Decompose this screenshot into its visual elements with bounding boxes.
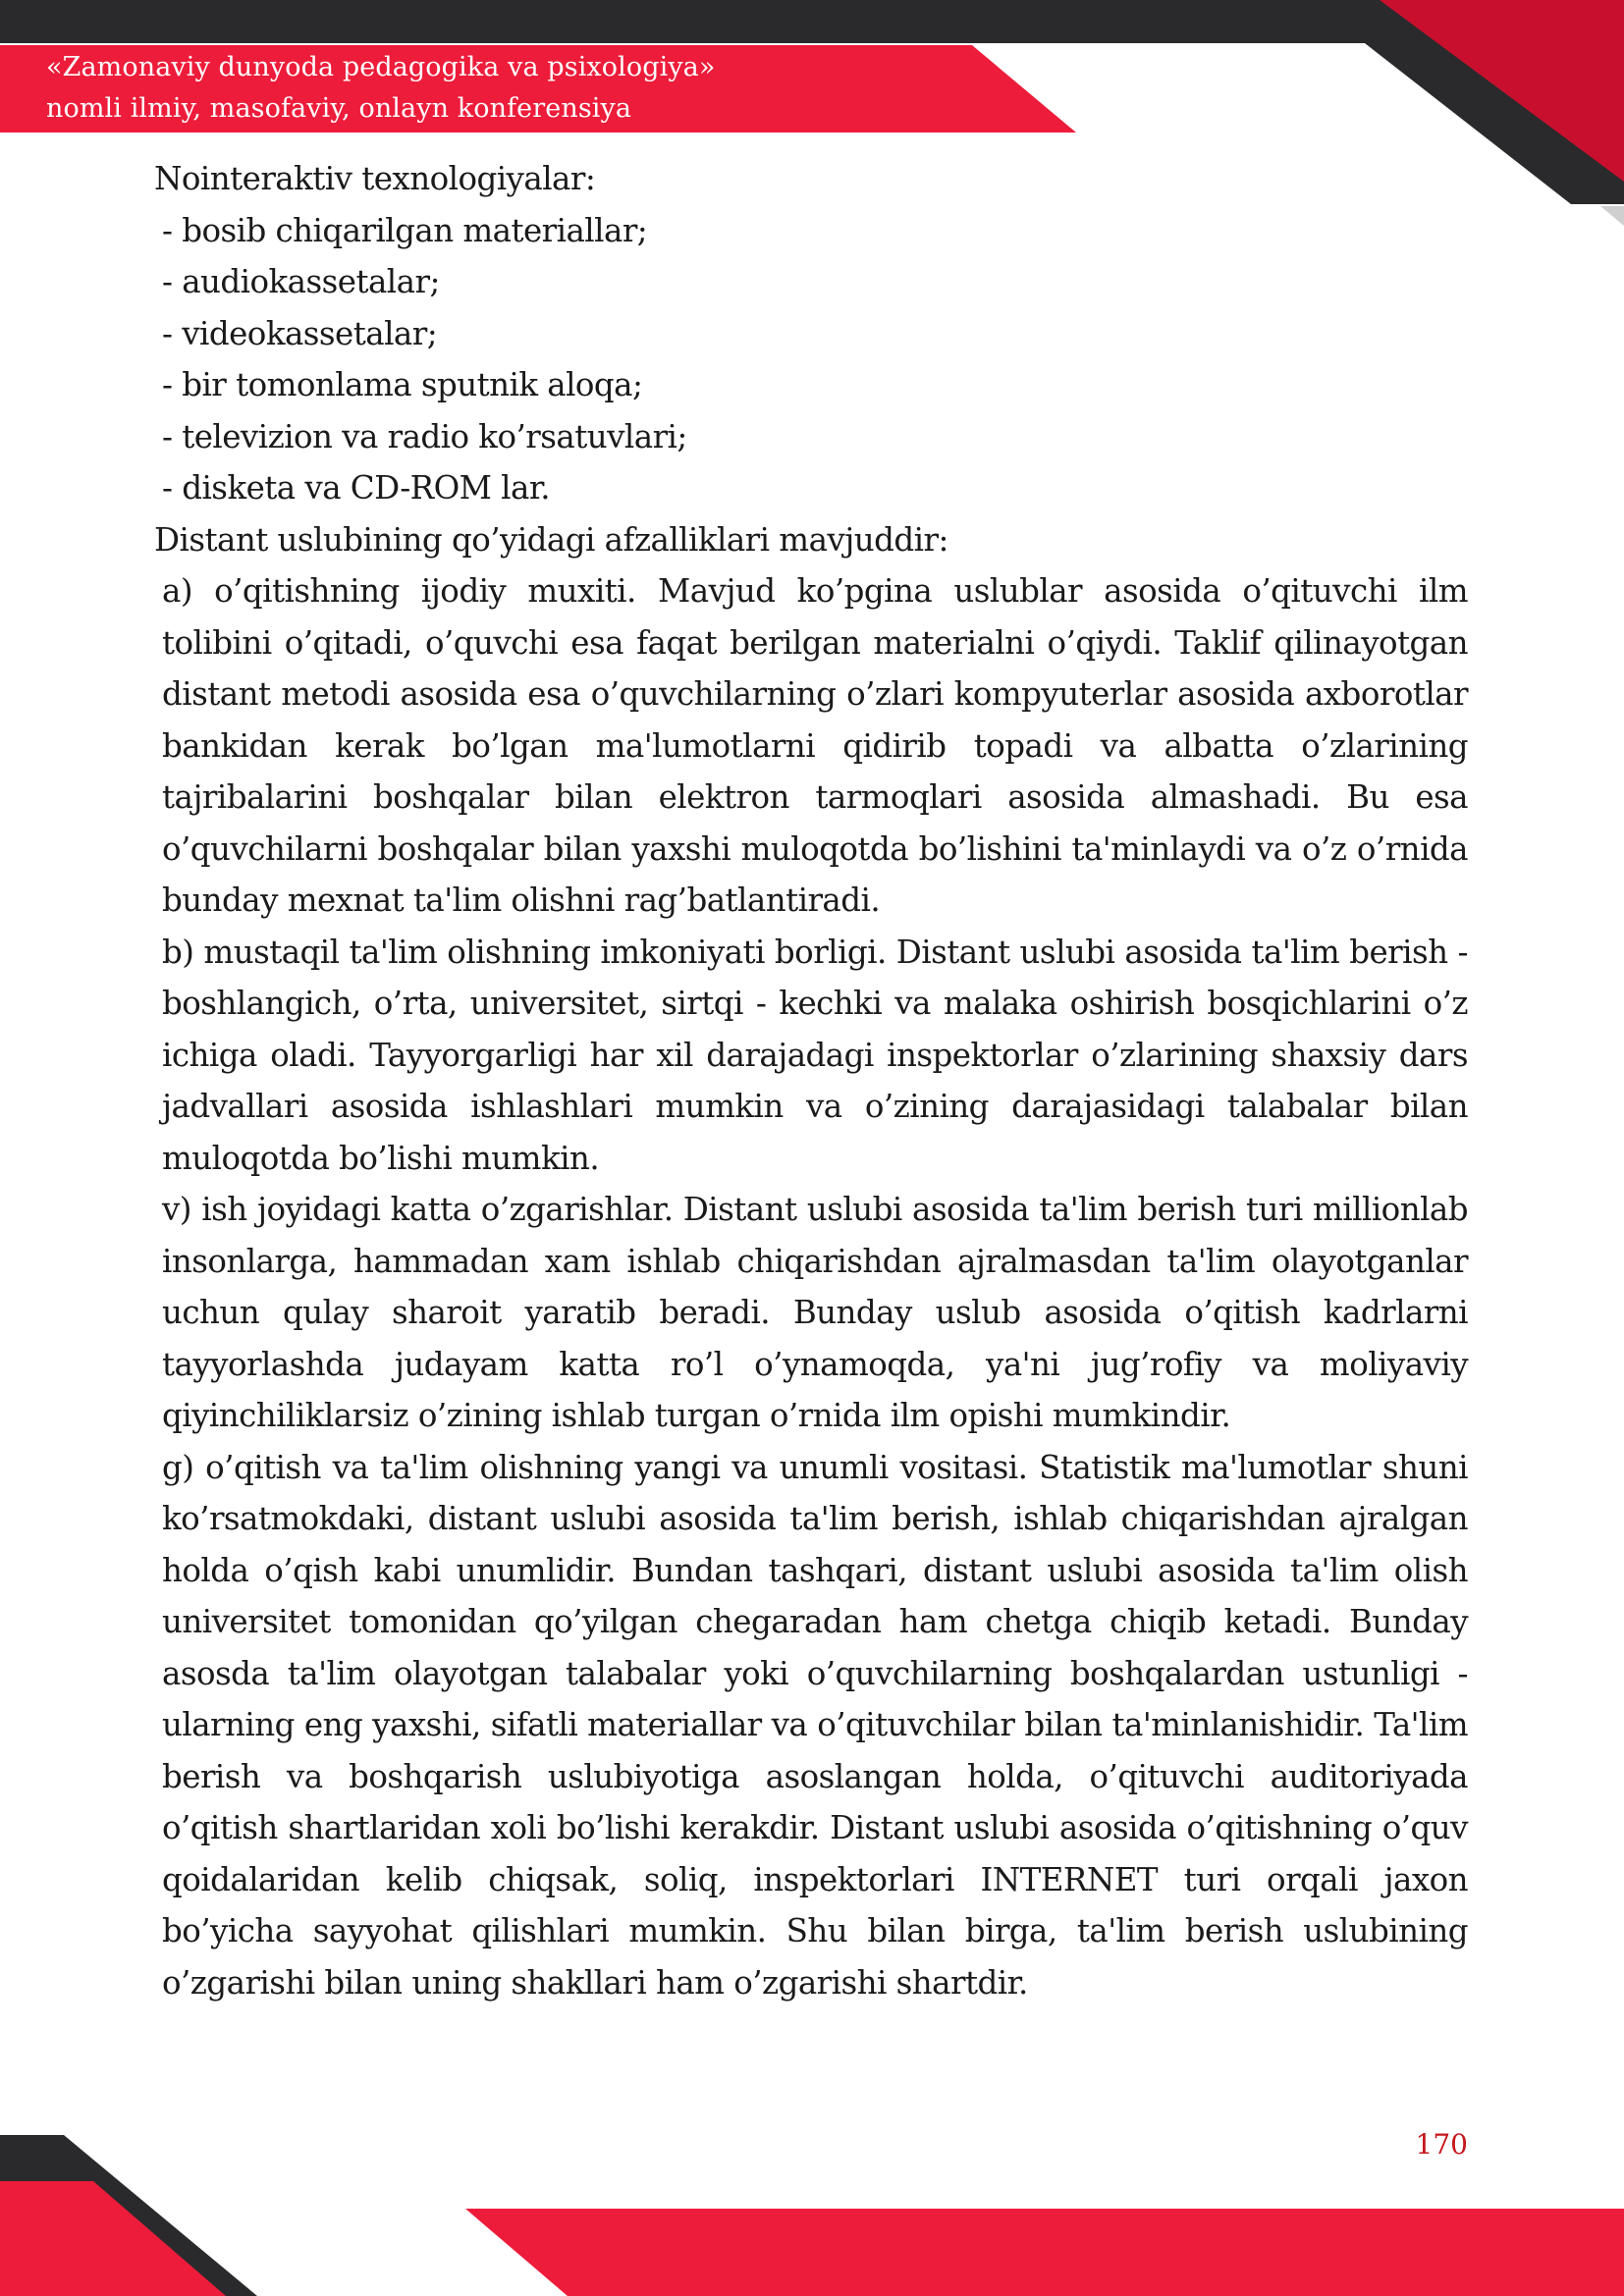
footer-red-bar [465,2209,1624,2296]
list-item: - televizion va radio ko’rsatuvlari; [162,417,687,455]
paragraph-v: v) ish joyidagi katta o’zgarishlar. Distant uslubi asosida ta'lim berish turi millionlab insonlarga, hammadan xam ishlab chiqarishdan ajralmasdan ta'lim olayotganlar uchun qulay sharoit yaratib beradi. Bunday uslub asosida o’qitish kadrlarni tayyorlashda judayam katta ro’l o’ynamoqda, ya'ni jug’rofiy va moliyaviy qiyinchiliklarsiz o’zining ishlab turgan o’rnida ilm opishi mumkindir. [162,1191,1468,1434]
conference-header [46,47,716,130]
article-body [154,153,1468,2008]
list-item: - videokassetalar; [162,314,438,352]
list-item: - bosib chiqarilgan materiallar; [162,211,648,249]
footer-red-band [0,2181,226,2296]
advantages-heading: Distant uslubining qo’yidagi afzalliklari mavjuddir: [154,520,948,559]
paragraph-g: g) o’qitish va ta'lim olishning yangi va unumli vositasi. Statistik ma'lumotlar shuni ko’rsatmokdaki, distant uslubi asosida ta'lim berish, ishlab chiqarishdan ajralgan holda o’qish kabi unumlidir. Bundan tashqari, distant uslubi asosida ta'lim olish universitet tomonidan qo’yilgan chegaradan ham chetga chiqib ketadi. Bunday asosda ta'lim olayotgan talabalar yoki o’quvchilarning boshqalardan ustunligi - ularning eng yaxshi, sifatli materiallar va o’qituvchilar bilan ta'minlanishidir. Ta'lim berish va boshqarish uslubiyotiga asoslangan holda, o’qituvchi auditoriyada o’qitish shartlaridan xoli bo’lishi kerakdir. Distant uslubi asosida o’qitishning o’quv qoidalaridan kelib chiqsak, soliq, inspektorlari INTERNET turi orqali jaxon bo’yicha sayyohat qilishlari mumkin. Shu bilan birga, ta'lim berish uslubining o’zgarishi bilan uning shakllari ham o’zgarishi shartdir. [162,1448,1468,2002]
header-subtitle-line: nomli ilmiy, masofaviy, onlayn konferensiya [46,93,632,124]
page-number: 170 [1415,2128,1468,2161]
list-heading: Nointeraktiv texnologiyalar: [154,160,596,197]
header-title-line: «Zamonaviy dunyoda pedagogika va psixologiya» [46,52,716,82]
list-item: - bir tomonlama sputnik aloqa; [162,366,643,403]
paragraph-a: a) o’qitishning ijodiy muxiti. Mavjud ko’pgina uslublar asosida o’qituvchi ilm tolibini o’qitadi, o’quvchi esa faqat berilgan materialni o’qiydi. Taklif qilinayotgan distant metodi asosida esa o’quvchilarning o’zlari kompyuterlar asosida axborotlar bankidan kerak bo’lgan ma'lumotlarni qidirib topadi va albatta o’zlarining tajribalarini boshqalar bilan elektron tarmoqlari asosida almashadi. Bu esa o’quvchilarni boshqalar bilan yaxshi muloqotda bo’lishini ta'minlaydi va o’z o’rnida bunday mexnat ta'lim olishni rag’batlantiradi. [162,572,1468,919]
header-gray-sliver [1600,206,1624,226]
list-item: - disketa va CD-ROM lar. [162,469,551,507]
paragraph-b: b) mustaqil ta'lim olishning imkoniyati borligi. Distant uslubi asosida ta'lim berish - boshlangich, o’rta, universitet, sirtqi - kechki va malaka oshirish bosqichlarini o’z ichiga oladi. Tayyorgarligi har xil darajadagi inspektorlar o’zlarining shaxsiy dars jadvallari asosida ishlashlari mumkin va o’zining darajasidagi talabalar bilan muloqotda bo’lishi mumkin. [162,933,1468,1177]
list-item: - audiokassetalar; [162,263,440,300]
